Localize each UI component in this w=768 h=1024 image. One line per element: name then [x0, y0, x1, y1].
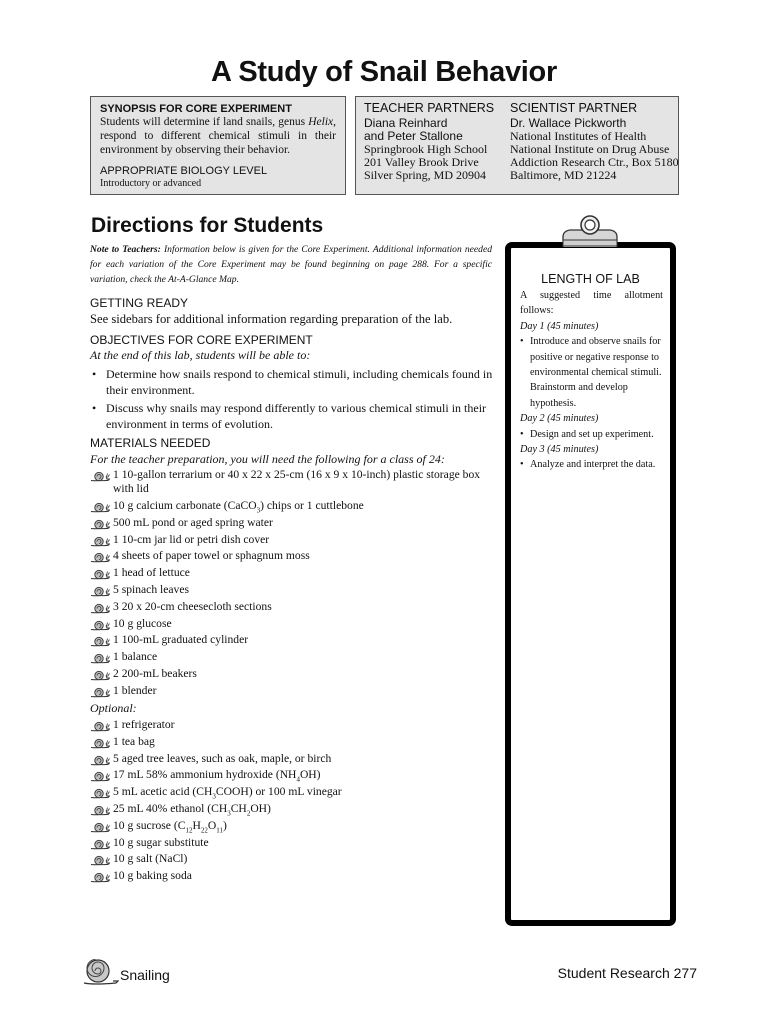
list-item: • Determine how snails respond to chemical stimuli, including chemicals found in their environment.: [92, 367, 493, 397]
day-2: Day 2 (45 minutes): [520, 413, 599, 425]
directions-heading: Directions for Students: [91, 214, 324, 237]
list-item: 1 head of lettuce: [90, 566, 500, 583]
snail-icon: [90, 771, 110, 782]
synopsis-heading: SYNOPSIS FOR CORE EXPERIMENT: [100, 103, 292, 115]
nh4oh-item: 17 mL 58% ammonium hydroxide $(NH_4OH)$: [113, 768, 321, 784]
length-intro: A suggested time allotment follows:: [520, 290, 663, 317]
partners-box: [355, 96, 679, 195]
note-text: Information below is given for the Core Experiment. Additional information needed for each variation of the Core Experiment may be found beginning on page 288. For a specific variation, check the At-A-Glance Map.: [90, 244, 492, 285]
snail-icon: [90, 738, 110, 749]
list-item: 1 tea bag: [90, 735, 500, 752]
snail-icon: [90, 755, 110, 766]
snail-icon: [90, 569, 110, 580]
snail-icon: [90, 653, 110, 664]
materials-heading: MATERIALS NEEDED: [90, 436, 211, 450]
list-item: 5 aged tree leaves, such as oak, maple, or birch: [90, 752, 500, 769]
genus-name: Helix: [308, 116, 334, 128]
list-item: 5 spinach leaves: [90, 583, 500, 600]
scientist-partner-heading: SCIENTIST PARTNER: [510, 101, 638, 115]
snail-icon: [90, 519, 110, 530]
scientist-address-line: National Institutes of Health: [510, 129, 647, 143]
snail-icon: [90, 721, 110, 732]
list-item: [90, 819, 500, 836]
list-item: 4 sheets of paper towel or sphagnum moss: [90, 549, 500, 566]
list-item: • Discuss why snails may respond differently to various chemical stimuli in their environment in terms of evolution.: [92, 401, 487, 431]
optional-label: Optional:: [90, 701, 137, 715]
scientist-name: Dr. Wallace Pickworth: [510, 116, 627, 130]
scientist-address-line: Addiction Research Ctr., Box 5180: [510, 155, 679, 169]
list-item: 1 balance: [90, 650, 500, 667]
list-item: 10 g salt (NaCl): [90, 852, 500, 869]
biology-level-text: Introductory or advanced: [100, 178, 202, 189]
scientist-address-line: National Institute on Drug Abuse: [510, 142, 670, 156]
list-item: [90, 768, 500, 785]
list-item: [90, 499, 500, 516]
snail-icon: [90, 603, 110, 614]
clipboard-icon: [560, 213, 620, 249]
note-to-teachers: [90, 242, 492, 287]
snail-icon: [90, 788, 110, 799]
list-item: 1 refrigerator: [90, 718, 500, 735]
list-item: 1 blender: [90, 684, 500, 701]
teacher-address-line: Silver Spring, MD 20904: [364, 168, 487, 182]
snail-icon: [90, 536, 110, 547]
day-1: Day 1 (45 minutes): [520, 320, 599, 332]
snail-icon: [90, 822, 110, 833]
list-item: • Introduce and observe snails for positive or negative response to environmental chemical stimuli. Brainstorm and develop hypothesis.: [520, 336, 662, 409]
list-item: 500 mL pond or aged spring water: [90, 516, 500, 533]
snail-icon: [90, 805, 110, 816]
list-item: 3 20 x 20-cm cheesecloth sections: [90, 600, 500, 617]
list-item: 10 g sugar substitute: [90, 836, 500, 853]
snail-icon: [90, 620, 110, 631]
snail-icon: [90, 586, 110, 597]
list-item: 1 10-cm jar lid or petri dish cover: [90, 533, 500, 550]
snail-icon: [90, 670, 110, 681]
footer-section-label: Snailing: [120, 967, 170, 983]
biology-level-heading: APPROPRIATE BIOLOGY LEVEL: [100, 165, 268, 177]
teacher-name: and Peter Stallone: [364, 129, 463, 143]
getting-ready-text: See sidebars for additional information regarding preparation of the lab.: [90, 312, 453, 326]
snail-icon: [90, 471, 110, 482]
page-title: A Study of Snail Behavior: [211, 56, 557, 88]
sucrose-item: 10 g sucrose $(C_{12}H_{22}O_{11})$: [113, 818, 227, 835]
list-item: [90, 785, 500, 802]
day-3: Day 3 (45 minutes): [520, 444, 599, 456]
snail-icon: [90, 687, 110, 698]
objectives-heading: OBJECTIVES FOR CORE EXPERIMENT: [90, 333, 313, 347]
synopsis-text: Students will determine if land snails, genus Helix, respond to different chemical stimuli in their environment by observing their behavior.: [100, 116, 336, 156]
length-of-lab-body: [520, 288, 663, 473]
materials-list: [90, 468, 500, 701]
snail-icon: [90, 636, 110, 647]
snail-icon: [90, 872, 110, 883]
note-label: Note to Teachers:: [90, 244, 161, 255]
teacher-partners-heading: TEACHER PARTNERS: [364, 101, 495, 115]
list-item: 1 100-mL graduated cylinder: [90, 633, 500, 650]
list-item: 2 200-mL beakers: [90, 667, 500, 684]
teacher-partners: [364, 101, 508, 182]
list-item: [90, 802, 500, 819]
list-item: 10 g baking soda: [90, 869, 500, 886]
acetic-acid-item: 5 mL acetic acid $(CH_3COOH)$ or 100 mL vinegar: [113, 785, 342, 801]
footer-page-number: Student Research 277: [557, 965, 697, 981]
teacher-address-line: 201 Valley Brook Drive: [364, 155, 479, 169]
snail-icon: [90, 855, 110, 866]
materials-intro: For the teacher preparation, you will need the following for a class of 24:: [90, 452, 445, 466]
snail-icon: [90, 552, 110, 563]
snail-shell-icon: [83, 958, 119, 986]
synopsis-box: [90, 96, 346, 195]
optional-materials-list: [90, 718, 500, 886]
scientist-address-line: Baltimore, MD 21224: [510, 168, 617, 182]
caco3-item: 10 g calcium carbonate (CaCO$_3$) chips or 1 cuttlebone: [113, 499, 364, 515]
objectives-intro: At the end of this lab, students will be able to:: [90, 348, 311, 362]
snail-icon: [90, 502, 110, 513]
list-item: • Design and set up experiment.: [520, 428, 654, 440]
list-item: 1 10-gallon terrarium or 40 x 22 x 25-cm (16 x 9 x 10-inch) plastic storage box with lid: [90, 468, 500, 499]
length-of-lab-heading: LENGTH OF LAB: [541, 272, 640, 286]
ethanol-item: 25 mL 40% ethanol $(CH_3CH_2OH)$: [113, 801, 271, 818]
teacher-name: Diana Reinhard: [364, 116, 448, 130]
snail-icon: [90, 839, 110, 850]
objectives-list: [90, 366, 494, 434]
teacher-address-line: Springbrook High School: [364, 142, 488, 156]
list-item: 10 g glucose: [90, 617, 500, 634]
list-item: • Analyze and interpret the data.: [520, 459, 656, 471]
scientist-partner: [510, 101, 680, 182]
getting-ready-heading: GETTING READY: [90, 296, 189, 310]
